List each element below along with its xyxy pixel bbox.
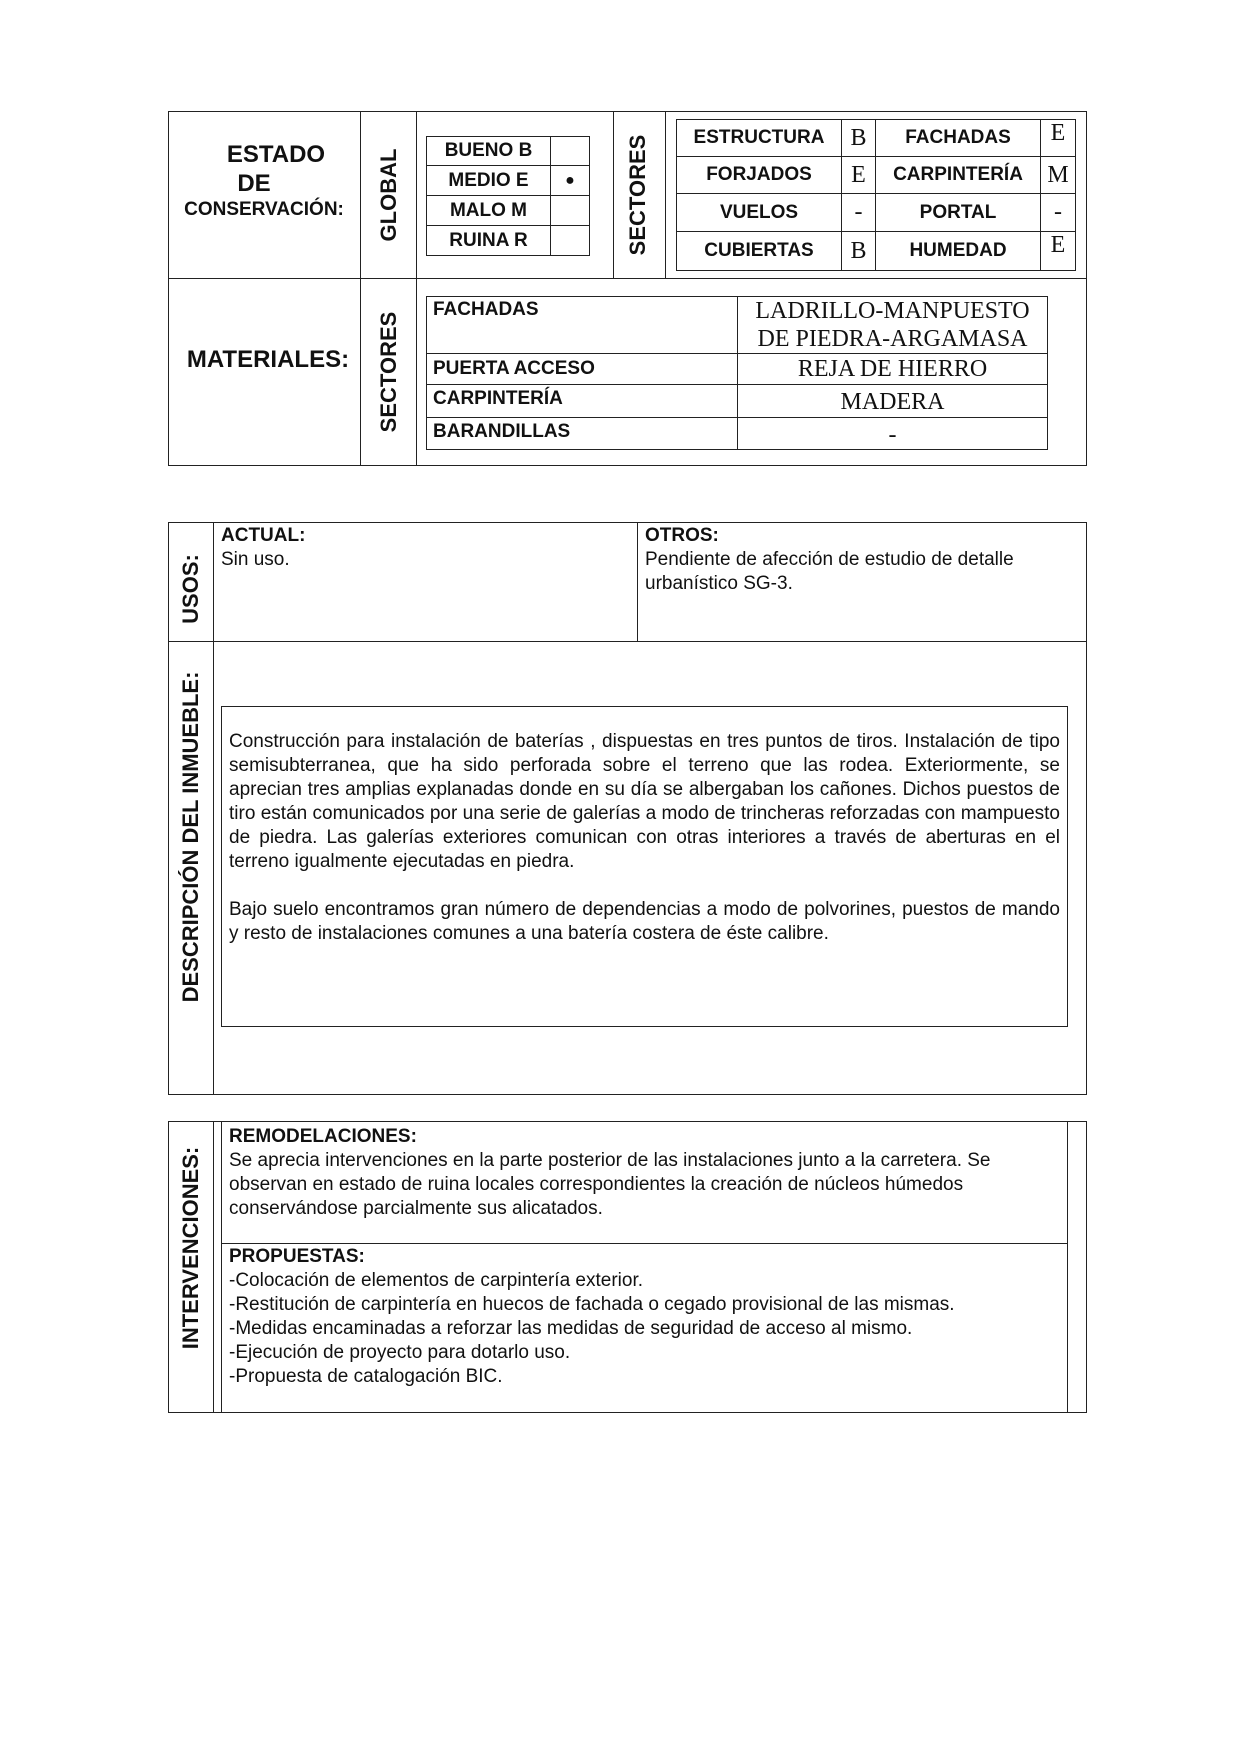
sector-value: B xyxy=(841,119,876,157)
uses-current-heading: ACTUAL: xyxy=(221,525,306,546)
global-row-label: MEDIO E xyxy=(426,165,551,196)
column-divider xyxy=(416,111,417,466)
material-label: BARANDILLAS xyxy=(426,417,738,450)
materials-sectors-label: SECTORES xyxy=(376,311,401,433)
remodel-section xyxy=(229,1125,1060,1221)
sector-value: - xyxy=(1040,193,1076,232)
row-divider xyxy=(221,1243,1068,1244)
description-paragraph: Bajo suelo encontramos gran número de dependencias a modo de polvorines, puestos de mando y resto de instalaciones comunes a una batería costera de éste calibre. xyxy=(229,899,1060,944)
remodel-heading: REMODELACIONES: xyxy=(229,1126,417,1147)
proposal-item: -Restitución de carpintería en huecos de fachada o cegado provisional de las mismas. xyxy=(229,1294,955,1315)
global-row-mark xyxy=(550,225,590,256)
conservation-title xyxy=(170,140,358,222)
sector-label: CUBIERTAS xyxy=(676,231,842,271)
sector-value: M xyxy=(1040,156,1076,194)
material-value-line1: LADRILLO-MANPUESTO xyxy=(755,298,1030,324)
column-divider xyxy=(665,111,666,278)
proposals-heading: PROPUESTAS: xyxy=(229,1246,365,1267)
proposals-section xyxy=(229,1245,1060,1389)
remodel-text: Se aprecia intervenciones en la parte posterior de las instalaciones junto a la carretera. Se observan en estado de ruina locales correspondientes la creación de núcleos húmedos conservándose parcialmente sus alicatados. xyxy=(229,1150,991,1219)
column-divider xyxy=(213,522,214,1095)
sector-label: HUMEDAD xyxy=(875,231,1041,271)
sector-value: - xyxy=(841,193,876,232)
material-label: PUERTA ACCESO xyxy=(426,353,738,385)
column-divider xyxy=(360,111,361,466)
column-divider xyxy=(213,1121,214,1413)
global-row-mark xyxy=(550,136,590,166)
global-row-label: BUENO B xyxy=(426,136,551,166)
column-divider xyxy=(613,111,614,278)
sector-label: VUELOS xyxy=(676,193,842,232)
material-value: MADERA xyxy=(737,384,1048,418)
sector-value: B xyxy=(841,231,876,271)
global-label: GLOBAL xyxy=(376,148,401,242)
material-value-line2: DE PIEDRA-ARGAMASA xyxy=(757,326,1028,352)
sector-label: ESTRUCTURA xyxy=(676,119,842,157)
sector-label: CARPINTERÍA xyxy=(875,156,1041,194)
material-label: FACHADAS xyxy=(426,296,738,354)
conservation-title-line2: DE xyxy=(237,170,271,197)
row-divider xyxy=(168,641,1087,642)
uses-current xyxy=(221,524,631,572)
global-row-mark xyxy=(550,195,590,226)
proposal-item: -Propuesta de catalogación BIC. xyxy=(229,1366,503,1387)
conservation-title-line3: CONSERVACIÓN: xyxy=(184,199,344,220)
material-value: - xyxy=(737,417,1048,450)
proposal-item: -Colocación de elementos de carpintería exterior. xyxy=(229,1270,644,1291)
uses-other-line2: urbanístico SG-3. xyxy=(645,573,793,594)
sector-value: E xyxy=(841,156,876,194)
column-divider xyxy=(637,522,638,641)
global-row-mark: ● xyxy=(550,165,590,196)
sector-label: FORJADOS xyxy=(676,156,842,194)
uses-label: USOS: xyxy=(178,554,203,624)
sectors-label: SECTORES xyxy=(625,134,650,256)
section-divider xyxy=(168,278,1087,279)
material-value: REJA DE HIERRO xyxy=(737,353,1048,385)
description-label: DESCRIPCIÓN DEL INMUEBLE: xyxy=(178,671,203,1003)
uses-other-heading: OTROS: xyxy=(645,525,719,546)
material-label: CARPINTERÍA xyxy=(426,384,738,418)
sector-value: E xyxy=(1040,119,1076,157)
sector-value: E xyxy=(1040,231,1076,271)
description-text xyxy=(229,730,1060,970)
uses-other xyxy=(645,524,1081,596)
sector-label: PORTAL xyxy=(875,193,1041,232)
global-row-label: RUINA R xyxy=(426,225,551,256)
material-value xyxy=(737,296,1048,354)
conservation-title-line1: ESTADO xyxy=(226,141,326,168)
sector-label: FACHADAS xyxy=(875,119,1041,157)
uses-other-line1: Pendiente de afección de estudio de detalle xyxy=(645,549,1014,570)
interventions-label: INTERVENCIONES: xyxy=(178,1146,203,1350)
description-paragraph: Construcción para instalación de baterías , dispuestas en tres puntos de tiros. Instalación de tipo semisubterranea, que ha sido perforada sobre el terreno que las rodea. Exteriormente, se aprecian tres amplias explanadas donde en su día se albergaban los cañones. Dichos puestos de tiro están comunicados por una serie de galerías a modo de trincheras reforzadas con mampuesto de piedra. Las galerías exteriores comunican con otras interiores a través de aberturas en el terreno igualmente ejecutadas en piedra. xyxy=(229,731,1060,872)
uses-current-text: Sin uso. xyxy=(221,549,290,570)
proposal-item: -Medidas encaminadas a reforzar las medidas de seguridad de acceso al mismo. xyxy=(229,1318,913,1339)
materials-title: MATERIALES: xyxy=(186,346,350,373)
global-row-label: MALO M xyxy=(426,195,551,226)
proposal-item: -Ejecución de proyecto para dotarlo uso. xyxy=(229,1342,571,1363)
